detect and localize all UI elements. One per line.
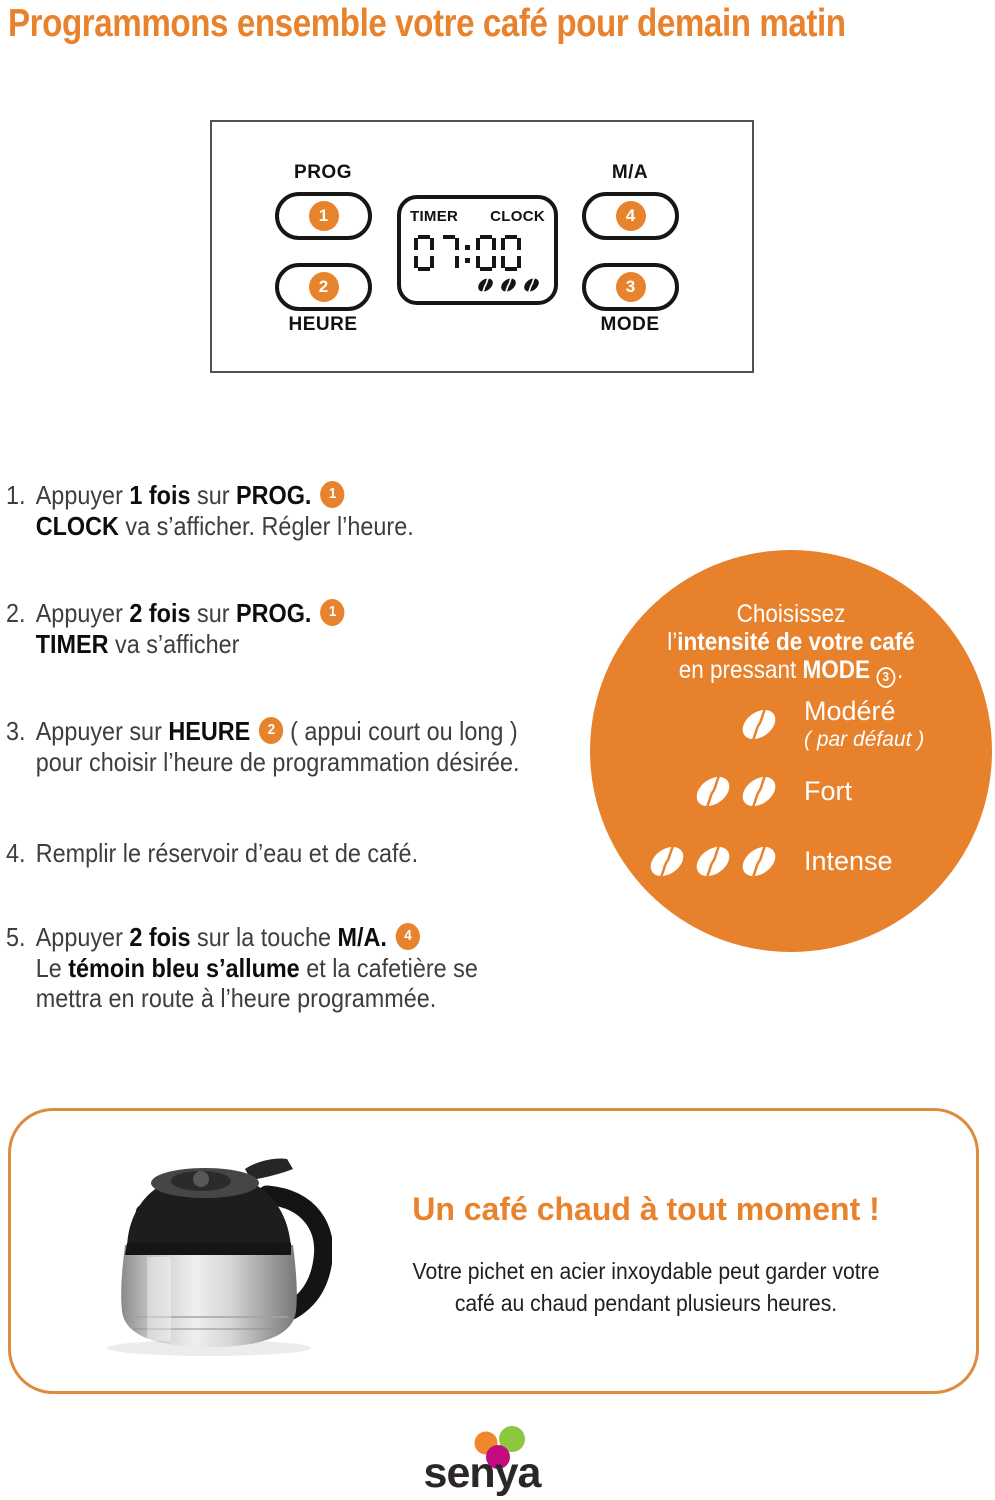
step-text-bold: PROG. bbox=[236, 598, 312, 628]
step-text: Appuyer sur bbox=[35, 716, 169, 746]
coffee-bean-icon bbox=[521, 275, 542, 295]
step-text: Le bbox=[35, 952, 69, 983]
promo-body-line2: café au chaud pendant plusieurs heures. bbox=[454, 1290, 838, 1316]
page-title: Programmons ensemble votre café pour demain matin bbox=[8, 2, 846, 45]
step-text-bold: PROG. bbox=[236, 480, 312, 510]
bean-group bbox=[646, 848, 778, 875]
intensity-line2: l’ bbox=[667, 628, 678, 656]
step-text-bold: TIMER bbox=[35, 628, 109, 659]
intensity-line1: Choisissez bbox=[736, 600, 846, 628]
coffee-bean-icon bbox=[475, 275, 496, 295]
step-number-badge: 1 bbox=[309, 201, 339, 231]
bean-group bbox=[646, 778, 778, 805]
promo-body bbox=[356, 1255, 936, 1319]
step-text: Appuyer bbox=[35, 598, 130, 628]
timer-label: TIMER bbox=[410, 208, 459, 225]
step-text-bold: 2 fois bbox=[129, 922, 191, 952]
step-text: et la cafetière se bbox=[299, 952, 478, 983]
thermal-carafe-photo bbox=[97, 1145, 332, 1357]
mode-button-label: MODE bbox=[600, 314, 660, 335]
lcd-digit bbox=[439, 235, 459, 271]
senya-logo-text: senya bbox=[423, 1449, 541, 1497]
step-text: va s’afficher. Régler l’heure. bbox=[118, 510, 414, 541]
intensity-callout-circle bbox=[590, 550, 992, 952]
coffee-bean-icon bbox=[690, 839, 737, 883]
step-text-bold: M/A. bbox=[337, 922, 387, 952]
coffee-bean-icon bbox=[498, 275, 519, 295]
step-text-bold: HEURE bbox=[168, 716, 251, 746]
level-label: Intense bbox=[804, 846, 893, 876]
step-index: 5. bbox=[6, 922, 26, 952]
step-text-bold: 2 fois bbox=[129, 598, 191, 628]
step-text: ( appui court ou long ) bbox=[283, 716, 518, 746]
coffee-bean-icon bbox=[736, 769, 783, 813]
lcd-digit bbox=[476, 235, 496, 271]
step-text: pour choisir l’heure de programmation désirée. bbox=[35, 746, 520, 777]
intensity-level-fort bbox=[646, 776, 852, 807]
instruction-step-5 bbox=[6, 922, 478, 1013]
level-note: ( par défaut ) bbox=[804, 728, 925, 751]
instruction-step-4 bbox=[6, 838, 418, 868]
step-number-badge: 4 bbox=[616, 201, 646, 231]
step-text-bold: 1 fois bbox=[129, 480, 191, 510]
step-text: Appuyer bbox=[35, 480, 130, 510]
intensity-level-modere bbox=[646, 696, 924, 752]
instruction-step-3 bbox=[6, 716, 520, 777]
intensity-line3-bold: MODE bbox=[802, 656, 871, 684]
step-text: sur la touche bbox=[190, 922, 338, 952]
step-index: 1. bbox=[6, 480, 26, 510]
step-text: Appuyer bbox=[35, 922, 130, 952]
intensity-line3-period: . bbox=[897, 656, 904, 684]
step-ref-badge: 1 bbox=[320, 481, 344, 508]
coffee-bean-icon bbox=[736, 839, 783, 883]
mode-button bbox=[582, 263, 679, 311]
coffee-bean-icon bbox=[736, 702, 783, 746]
step-text-bold: témoin bleu s’allume bbox=[68, 952, 300, 983]
ma-button-label: M/A bbox=[611, 162, 649, 183]
mode-ref-ring-badge: 3 bbox=[876, 667, 895, 688]
coffee-bean-icon bbox=[690, 769, 737, 813]
promo-body-line1: Votre pichet en acier inxoydable peut garder votre bbox=[412, 1258, 880, 1284]
level-label: Fort bbox=[804, 776, 853, 806]
coffee-bean-icon bbox=[644, 839, 691, 883]
prog-button bbox=[275, 192, 372, 240]
lcd-digit bbox=[414, 235, 434, 271]
clock-label: CLOCK bbox=[490, 208, 545, 225]
promo-box bbox=[8, 1108, 979, 1394]
step-index: 4. bbox=[6, 838, 26, 868]
promo-headline: Un café chaud à tout moment ! bbox=[412, 1191, 880, 1227]
prog-button-label: PROG bbox=[294, 162, 352, 183]
heure-button bbox=[275, 263, 372, 311]
level-label: Modéré bbox=[804, 696, 896, 726]
step-text: va s’afficher bbox=[108, 628, 240, 659]
step-text: Remplir le réservoir d’eau et de café. bbox=[35, 838, 419, 868]
step-text: sur bbox=[190, 598, 237, 628]
lcd-colon bbox=[464, 235, 471, 271]
control-panel-diagram bbox=[210, 120, 754, 373]
step-text-bold: CLOCK bbox=[35, 510, 119, 541]
lcd-digit bbox=[501, 235, 521, 271]
step-index: 2. bbox=[6, 598, 26, 628]
step-text: sur bbox=[190, 480, 237, 510]
instruction-step-1 bbox=[6, 480, 414, 541]
step-text: mettra en route à l’heure programmée. bbox=[35, 982, 437, 1013]
intensity-heading bbox=[610, 600, 972, 688]
step-ref-badge: 2 bbox=[259, 717, 283, 744]
step-number-badge: 3 bbox=[616, 272, 646, 302]
lcd-bean-indicator bbox=[477, 279, 540, 291]
heure-button-label: HEURE bbox=[288, 314, 358, 335]
lcd-display bbox=[397, 195, 558, 305]
intensity-level-intense bbox=[646, 846, 893, 877]
intensity-line2-bold: intensité de votre café bbox=[677, 628, 915, 656]
ma-button bbox=[582, 192, 679, 240]
step-ref-badge: 1 bbox=[320, 599, 344, 626]
step-ref-badge: 4 bbox=[396, 923, 420, 950]
intensity-line3: en pressant bbox=[678, 656, 803, 684]
step-index: 3. bbox=[6, 716, 26, 746]
step-number-badge: 2 bbox=[309, 272, 339, 302]
bean-group bbox=[646, 711, 778, 738]
lcd-time bbox=[414, 235, 521, 271]
instruction-step-2 bbox=[6, 598, 345, 659]
